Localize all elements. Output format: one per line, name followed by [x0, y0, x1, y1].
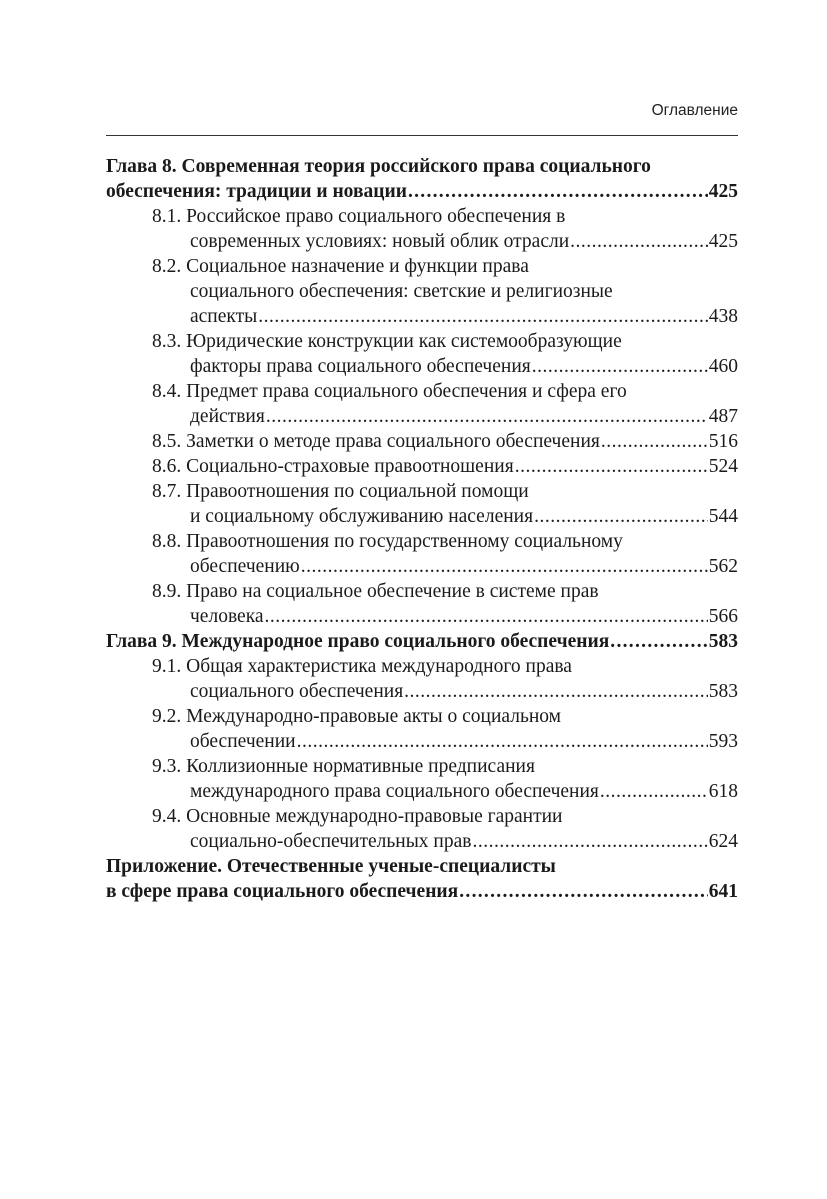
toc-page-number: 438 [708, 306, 738, 327]
toc-entry-title: Глава 8. Современная теория российского права социального [106, 156, 651, 177]
toc-entry-line [106, 604, 738, 629]
toc-entry-line [106, 479, 738, 504]
header-rule [106, 135, 738, 136]
toc-entry-line [106, 629, 738, 654]
toc-entry-title: современных условиях: новый облик отрасли [190, 231, 570, 252]
toc-page-number: 593 [708, 731, 738, 752]
toc-entry-line [106, 879, 738, 904]
toc-section-entry[interactable] [106, 479, 738, 529]
toc-page-number: 641 [708, 881, 738, 902]
dot-leader [301, 554, 708, 579]
toc-page-number: 460 [708, 356, 738, 377]
toc-entry-line [106, 854, 738, 879]
toc-entry-title: 8.1. Российское право социального обеспечения в [152, 206, 566, 227]
toc-entry-line [106, 454, 738, 479]
toc-section-entry[interactable] [106, 204, 738, 254]
dot-leader [408, 179, 708, 204]
toc-entry-title: человека [190, 606, 264, 627]
toc-entry-title: 8.9. Право на социальное обеспечение в системе прав [152, 581, 599, 602]
toc-entry-title: обеспечении [190, 731, 296, 752]
toc-entry-title: 8.2. Социальное назначение и функции права [152, 256, 529, 277]
toc-entry-line [106, 329, 738, 354]
dot-leader [472, 829, 707, 854]
dot-leader [404, 679, 708, 704]
toc-entry-title: международного права социального обеспечения [190, 781, 599, 802]
toc-entry-line [106, 154, 738, 179]
toc-entry-title: социального обеспечения: светские и религиозные [190, 281, 613, 302]
toc-page-number: 516 [708, 431, 738, 452]
toc-page-number: 425 [708, 181, 738, 202]
toc-entry-line [106, 654, 738, 679]
toc-section-entry[interactable] [106, 329, 738, 379]
toc-entry-title: Глава 9. Международное право социального обеспечения [106, 631, 610, 652]
toc-chapter-entry[interactable] [106, 629, 738, 654]
toc-entry-line [106, 754, 738, 779]
toc-section-entry[interactable] [106, 379, 738, 429]
toc-entry-title: факторы права социального обеспечения [190, 356, 531, 377]
dot-leader [459, 879, 708, 904]
dot-leader [601, 429, 708, 454]
toc-entry-title: 8.3. Юридические конструкции как системообразующие [152, 331, 622, 352]
toc-entry-line [106, 679, 738, 704]
toc-chapter-entry[interactable] [106, 854, 738, 904]
toc-entry-title: социально-обеспечительных прав [190, 831, 472, 852]
toc-entry-title: 8.6. Социально-страховые правоотношения [152, 456, 514, 477]
toc-entry-line [106, 529, 738, 554]
dot-leader [570, 229, 708, 254]
toc-entry-line [106, 504, 738, 529]
toc-entry-title: Приложение. Отечественные ученые-специалисты [106, 856, 556, 877]
toc-entry-title: 8.5. Заметки о методе права социального обеспечения [152, 431, 600, 452]
toc-entry-title: 9.3. Коллизионные нормативные предписания [152, 756, 535, 777]
toc-section-entry[interactable] [106, 704, 738, 754]
dot-leader [532, 354, 708, 379]
dot-leader [265, 604, 708, 629]
toc-section-entry[interactable] [106, 454, 738, 479]
dot-leader [610, 629, 707, 654]
toc-entry-line [106, 254, 738, 279]
toc-entry-title: 9.4. Основные международно-правовые гарантии [152, 806, 563, 827]
toc-page-number: 524 [708, 456, 738, 477]
toc-page-number: 583 [708, 681, 738, 702]
toc-entry-title: 8.8. Правоотношения по государственному социальному [152, 531, 623, 552]
toc-entry-title: социального обеспечения [190, 681, 404, 702]
toc-entry-title: 9.2. Международно-правовые акты о социальном [152, 706, 562, 727]
toc-entry-title: в сфере права социального обеспечения [106, 881, 459, 902]
dot-leader [258, 304, 708, 329]
toc-entry-line [106, 729, 738, 754]
toc-entry-line [106, 404, 738, 429]
toc-page-number: 624 [708, 831, 738, 852]
toc-entry-line [106, 429, 738, 454]
toc-entry-line [106, 579, 738, 604]
dot-leader [266, 404, 708, 429]
toc-entry-line [106, 229, 738, 254]
toc-entry-line [106, 829, 738, 854]
toc-entry-line [106, 204, 738, 229]
toc-section-entry[interactable] [106, 754, 738, 804]
toc-entry-line [106, 804, 738, 829]
toc-section-entry[interactable] [106, 579, 738, 629]
toc-entry-line [106, 779, 738, 804]
dot-leader [515, 454, 708, 479]
toc-entry-line [106, 304, 738, 329]
toc-entry-line [106, 354, 738, 379]
dot-leader [534, 504, 708, 529]
table-of-contents [106, 154, 738, 904]
toc-chapter-entry[interactable] [106, 154, 738, 204]
toc-entry-line [106, 279, 738, 304]
toc-page-number: 425 [708, 231, 738, 252]
dot-leader [297, 729, 708, 754]
toc-entry-title: обеспечению [190, 556, 300, 577]
toc-entry-line [106, 179, 738, 204]
running-head-title: Оглавление [651, 102, 738, 119]
toc-entry-title: 9.1. Общая характеристика международного права [152, 656, 572, 677]
toc-page-number: 544 [708, 506, 738, 527]
toc-section-entry[interactable] [106, 529, 738, 579]
toc-entry-title: аспекты [190, 306, 258, 327]
toc-entry-title: и социальному обслуживанию населения [190, 506, 534, 527]
toc-entry-title: 8.7. Правоотношения по социальной помощи [152, 481, 529, 502]
toc-page-number: 566 [708, 606, 738, 627]
toc-entry-line [106, 704, 738, 729]
toc-section-entry[interactable] [106, 429, 738, 454]
toc-page-number: 562 [708, 556, 738, 577]
toc-page-number: 583 [708, 631, 738, 652]
toc-section-entry[interactable] [106, 654, 738, 704]
toc-entry-title: действия [190, 406, 265, 427]
toc-page-number: 487 [708, 406, 738, 427]
toc-section-entry[interactable] [106, 804, 738, 854]
dot-leader [600, 779, 708, 804]
toc-entry-line [106, 554, 738, 579]
toc-entry-title: обеспечения: традиции и новации [106, 181, 407, 202]
toc-section-entry[interactable] [106, 254, 738, 329]
toc-entry-title: 8.4. Предмет права социального обеспечения и сфера его [152, 381, 627, 402]
toc-entry-line [106, 379, 738, 404]
toc-page-number: 618 [708, 781, 738, 802]
